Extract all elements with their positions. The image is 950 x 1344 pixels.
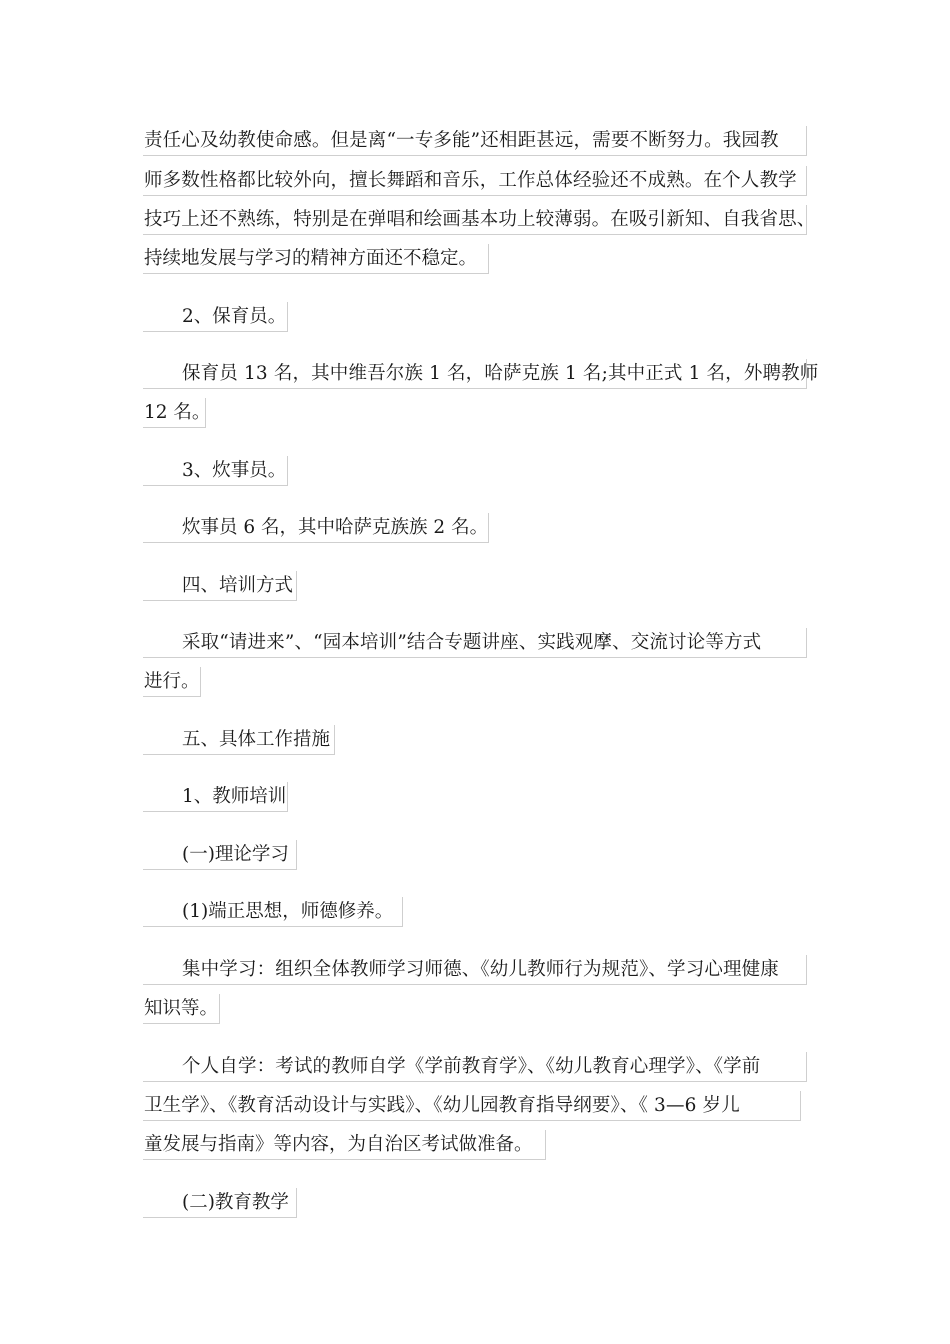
paragraph-line: 12 名。 — [143, 398, 206, 428]
paragraph-line: 个人自学：考试的教师自学《学前教育学》、《幼儿教育心理学》、《学前 — [143, 1052, 807, 1082]
paragraph-line: 卫生学》、《教育活动设计与实践》、《幼儿园教育指导纲要》、《 3—6 岁儿 — [143, 1091, 801, 1121]
paragraph-line: 集中学习：组织全体教师学习师德、《幼儿教师行为规范》、学习心理健康 — [143, 955, 807, 985]
paragraph-line: 保育员 13 名，其中维吾尔族 1 名，哈萨克族 1 名;其中正式 1 名，外聘教师 — [143, 359, 807, 389]
paragraph-line: 技巧上还不熟练，特别是在弹唱和绘画基本功上较薄弱。在吸引新知、自我省思、 — [143, 205, 807, 235]
paragraph-line: 进行。 — [143, 667, 201, 697]
section-heading: 五、具体工作措施 — [143, 725, 335, 755]
paragraph-line: 童发展与指南》等内容，为自治区考试做准备。 — [143, 1130, 546, 1160]
paragraph-line: 采取“请进来”、“园本培训”结合专题讲座、实践观摩、交流讨论等方式 — [143, 628, 807, 658]
section-heading: 四、培训方式 — [143, 571, 297, 601]
paragraph-line: 师多数性格都比较外向，擅长舞蹈和音乐，工作总体经验还不成熟。在个人教学 — [143, 166, 807, 196]
section-heading: 3、炊事员。 — [143, 456, 288, 486]
paragraph-line: 持续地发展与学习的精神方面还不稳定。 — [143, 244, 489, 274]
paragraph-line: 炊事员 6 名，其中哈萨克族族 2 名。 — [143, 513, 489, 543]
section-heading: 2、保育员。 — [143, 302, 288, 332]
paragraph-line: 知识等。 — [143, 994, 220, 1024]
section-heading: 1、教师培训 — [143, 782, 288, 812]
section-heading: (二)教育教学 — [143, 1188, 297, 1218]
section-heading: (1)端正思想，师德修养。 — [143, 897, 403, 927]
section-heading: (一)理论学习 — [143, 840, 297, 870]
paragraph-line: 责任心及幼教使命感。但是离“一专多能”还相距甚远，需要不断努力。我园教 — [143, 126, 807, 156]
